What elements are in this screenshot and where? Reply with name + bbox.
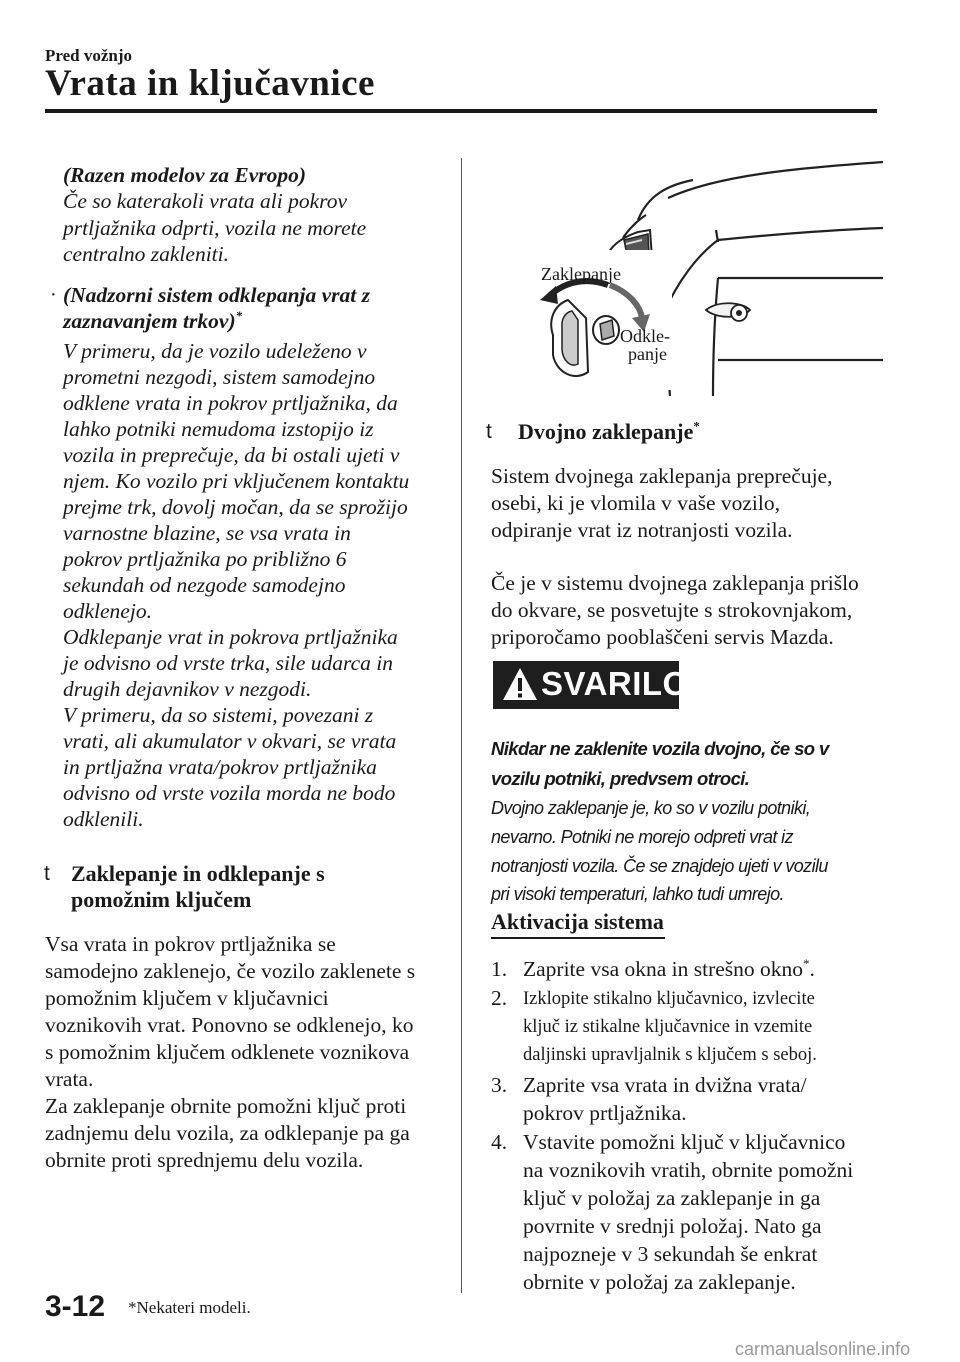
activation-underline (491, 937, 665, 939)
step-line: daljinski upravljalnik s ključem s seboj. (523, 1045, 817, 1065)
bullet-title: zaznavanjem trkov)* (63, 307, 243, 333)
bullet-line: pokrov prtljažnika po približno 6 (63, 547, 347, 571)
warning-icon (501, 666, 539, 702)
section-line: s pomožnim ključem odklenete voznikova (45, 1040, 410, 1064)
step-number: 2. (491, 986, 508, 1010)
page-number: 3-12 (45, 1290, 106, 1323)
step-line: Zaprite vsa okna in strešno okno*. (523, 955, 815, 981)
section-label: Pred vožnjo (45, 46, 133, 65)
step-line: najpozneje v 3 sekundah še enkrat (523, 1242, 818, 1266)
section-title: Zaklepanje in odklepanje s (71, 861, 325, 886)
warning-label: SVARILO (541, 665, 689, 702)
bullet-line: odklenejo. (63, 599, 152, 623)
section-line: Za zaklepanje obrnite pomožni ključ proti (45, 1094, 407, 1118)
watermark: carmanualsonline.info (735, 1339, 911, 1359)
bullet-dot: · (50, 284, 57, 306)
section-line: vrata. (45, 1067, 94, 1091)
warning-text-line: Dvojno zaklepanje je, ko so v vozilu potniki, (491, 798, 811, 818)
section-line: zadnjemu delu vozila, za odklepanje pa ga (45, 1121, 410, 1145)
unlock-label: panje (628, 344, 667, 364)
section-line: voznikovih vrat. Ponovno se odklenejo, ko (45, 1013, 414, 1037)
warning-text-line: notranjosti vozila. Če se znajdejo ujeti v vozilu (491, 856, 828, 876)
section-title: pomožnim ključem (71, 887, 252, 912)
para-line: odpiranje vrat iz notranjosti vozila. (491, 518, 793, 542)
bullet-line: odklene vrata in pokrov prtljažnika, da (63, 391, 398, 415)
step-line: ključ v položaj za zaklepanje in ga (523, 1186, 821, 1210)
warning-badge (493, 661, 689, 709)
page-title: Vrata in ključavnice (45, 63, 375, 104)
section-line: pomožnim ključem v ključavnici (45, 986, 329, 1010)
footnote: *Nekateri modeli. (128, 1298, 251, 1317)
bullet-line: odklenili. (63, 807, 144, 831)
bullet-line: lahko potniki nemudoma izstopijo iz (63, 417, 374, 441)
bullet-line: drugih dejavnikov v nezgodi. (63, 677, 312, 701)
section-line: obrnite proti sprednjemu delu vozila. (45, 1148, 364, 1172)
bullet-line: prometni nezgodi, sistem samodejno (63, 365, 376, 389)
bullet-line: V primeru, da so sistemi, povezani z (63, 703, 374, 727)
bullet-title: (Nadzorni sistem odklepanja vrat z (63, 283, 370, 307)
bullet-line: V primeru, da je vozilo udeleženo v (63, 339, 367, 363)
step-number: 3. (491, 1073, 508, 1097)
warning-text-line: nevarno. Potniki ne morejo odpreti vrat iz (491, 827, 793, 847)
warning-text-line: pri visoki temperaturi, lahko tudi umrejo. (491, 884, 784, 904)
section-marker: t (486, 420, 492, 443)
bullet-line: Odklepanje vrat in pokrova prtljažnika (63, 625, 398, 649)
intro-line: centralno zakleniti. (63, 242, 229, 266)
bullet-line: vrati, ali akumulator v okvari, se vrata (63, 729, 397, 753)
step-line: obrnite v položaj za zaklepanje. (523, 1270, 796, 1294)
door-lock-figure (528, 160, 883, 396)
warning-bold-line: Nikdar ne zaklenite vozila dvojno, če so v (491, 738, 829, 759)
step-line: povrnite v srednji položaj. Nato ga (523, 1214, 822, 1238)
header-rule (45, 109, 877, 113)
section-title: Dvojno zaklepanje* (518, 418, 700, 444)
bullet-line: sekundah od nezgode samodejno (63, 573, 346, 597)
lock-label: Zaklepanje (541, 264, 621, 284)
step-line: Vstavite pomožni ključ v ključavnico (523, 1130, 846, 1154)
step-line: Izklopite stikalno ključavnico, izvlecite (523, 989, 815, 1009)
step-line: pokrov prtljažnika. (523, 1101, 687, 1125)
warning-bold-line: vozilu potniki, predvsem otroci. (491, 768, 750, 789)
para-line: do okvare, se posvetujte s strokovnjakom, (491, 598, 853, 622)
bullet-line: varnostne blazine, se vsa vrata in (63, 521, 351, 545)
bullet-line: prejme trk, dovolj močan, da se sprožijo (63, 495, 408, 519)
bullet-line: je odvisno od vrste trka, sile udarca in (63, 651, 394, 675)
para-line: Sistem dvojnega zaklepanja preprečuje, (491, 464, 833, 488)
unlock-label: Odkle- (620, 326, 670, 346)
intro-heading: (Razen modelov za Evropo) (63, 163, 307, 187)
step-line: na voznikovih vratih, obrnite pomožni (523, 1158, 854, 1182)
para-line: Če je v sistemu dvojnega zaklepanja prišlo (491, 571, 859, 595)
column-divider (461, 158, 462, 1293)
intro-line: Če so katerakoli vrata ali pokrov (63, 189, 348, 213)
para-line: osebi, ki je vlomila v vaše vozilo, (491, 491, 781, 515)
bullet-line: in prtljažna vrata/pokrov prtljažnika (63, 755, 377, 779)
section-line: Vsa vrata in pokrov prtljažnika se (45, 932, 336, 956)
step-line: ključ iz stikalne ključavnice in vzemite (523, 1017, 813, 1037)
bullet-line: odvisno od vrste vozila morda ne bodo (63, 781, 396, 805)
door-handle (706, 303, 750, 321)
step-number: 1. (491, 957, 508, 981)
step-line: Zaprite vsa vrata in dvižna vrata/ (523, 1073, 807, 1097)
section-marker: t (44, 862, 50, 885)
section-line: samodejno zaklenejo, če vozilo zaklenete s (45, 959, 416, 983)
activation-heading: Aktivacija sistema (491, 909, 664, 934)
bullet-line: vozila in preprečuje, da bi ostali ujeti v (63, 443, 400, 467)
intro-line: prtljažnika odprti, vozila ne morete (63, 216, 367, 240)
step-number: 4. (491, 1130, 508, 1154)
para-line: priporočamo pooblaščeni servis Mazda. (491, 625, 834, 649)
bullet-line: njem. Ko vozilo pri vključenem kontaktu (63, 469, 410, 493)
